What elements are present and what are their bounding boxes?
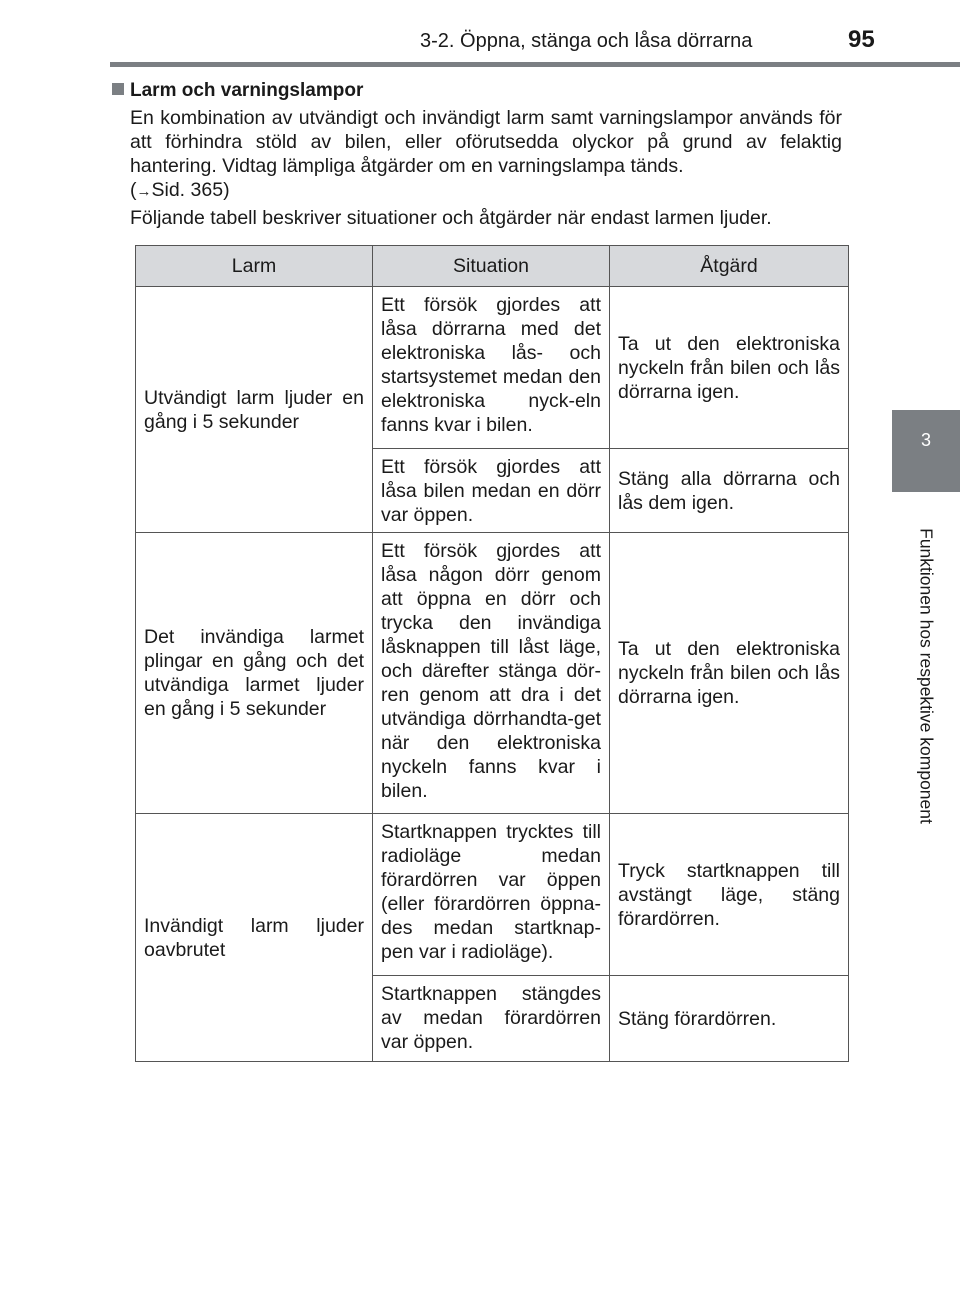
action-cell: Ta ut den elektroniska nyckeln från bilen och lås dörrarna igen. — [610, 287, 849, 449]
section-heading-text: Larm och varningslampor — [130, 80, 364, 101]
chapter-side-label-text: Funktionen hos respektive komponent — [916, 528, 937, 824]
action-cell: Ta ut den elektroniska nyckeln från bilen och lås dörrarna igen. — [610, 533, 849, 814]
intro-text: En kombination av utvändigt och invändigt larm samt varningslampor används för att förhindra stöld av bilen, eller oförutsedda olyckor på grund av felaktig hantering. Vidtag lämpliga åtgärder om en varningslampa tänds. — [130, 107, 842, 177]
table-row — [136, 533, 849, 814]
alarm-cell: Det invändiga larmet plingar en gång och det utvändiga larmet ljuder en gång i 5 sekunder — [136, 533, 373, 814]
header-rule — [110, 62, 960, 67]
situation-cell: Ett försök gjordes att låsa bilen medan en dörr var öppen. — [373, 449, 610, 533]
action-cell: Stäng alla dörrarna och lås dem igen. — [610, 449, 849, 533]
situation-cell: Ett försök gjordes att låsa någon dörr genom att öppna en dörr och trycka den invändiga låsknappen till låst läge, och därefter stänga dör-ren genom att dra i det utvändiga dörrhandta-get när den elektroniska nyckeln fanns kvar i bilen. — [373, 533, 610, 814]
page-reference-link[interactable]: Sid. 365 — [151, 179, 224, 201]
table-row — [136, 287, 849, 449]
square-bullet-icon — [112, 83, 124, 95]
table-row — [136, 814, 849, 976]
action-cell: Tryck startknappen till avstängt läge, stäng förardörren. — [610, 814, 849, 976]
section-heading — [112, 80, 363, 102]
column-header-action: Åtgärd — [610, 246, 849, 287]
alarm-cell: Invändigt larm ljuder oavbrutet — [136, 814, 373, 1062]
action-cell: Stäng förardörren. — [610, 976, 849, 1062]
chapter-header-title: 3-2. Öppna, stänga och låsa dörrarna — [420, 30, 753, 52]
alarm-cell: Utvändigt larm ljuder en gång i 5 sekunder — [136, 287, 373, 533]
right-arrow-icon: → — [136, 183, 152, 200]
page-reference: (→Sid. 365) — [130, 179, 230, 201]
intro-paragraph — [130, 106, 842, 204]
page-number: 95 — [848, 26, 875, 53]
situation-cell: Startknappen trycktes till radioläge medan förardörren var öppen (eller förardörren öppna-des medan startknap-pen var i radioläge). — [373, 814, 610, 976]
situation-cell: Ett försök gjordes att låsa dörrarna med det elektroniska lås- och startsystemet medan den elektroniska nyck-eln fanns kvar i bilen. — [373, 287, 610, 449]
chapter-tab: 3 — [892, 410, 960, 492]
situation-cell: Startknappen stängdes av medan förardörren var öppen. — [373, 976, 610, 1062]
table-lead-text: Följande tabell beskriver situationer och åtgärder när endast larmen ljuder. — [130, 207, 772, 229]
alarm-table — [135, 245, 849, 1062]
column-header-situation: Situation — [373, 246, 610, 287]
column-header-alarm: Larm — [136, 246, 373, 287]
table-header-row — [136, 246, 849, 287]
